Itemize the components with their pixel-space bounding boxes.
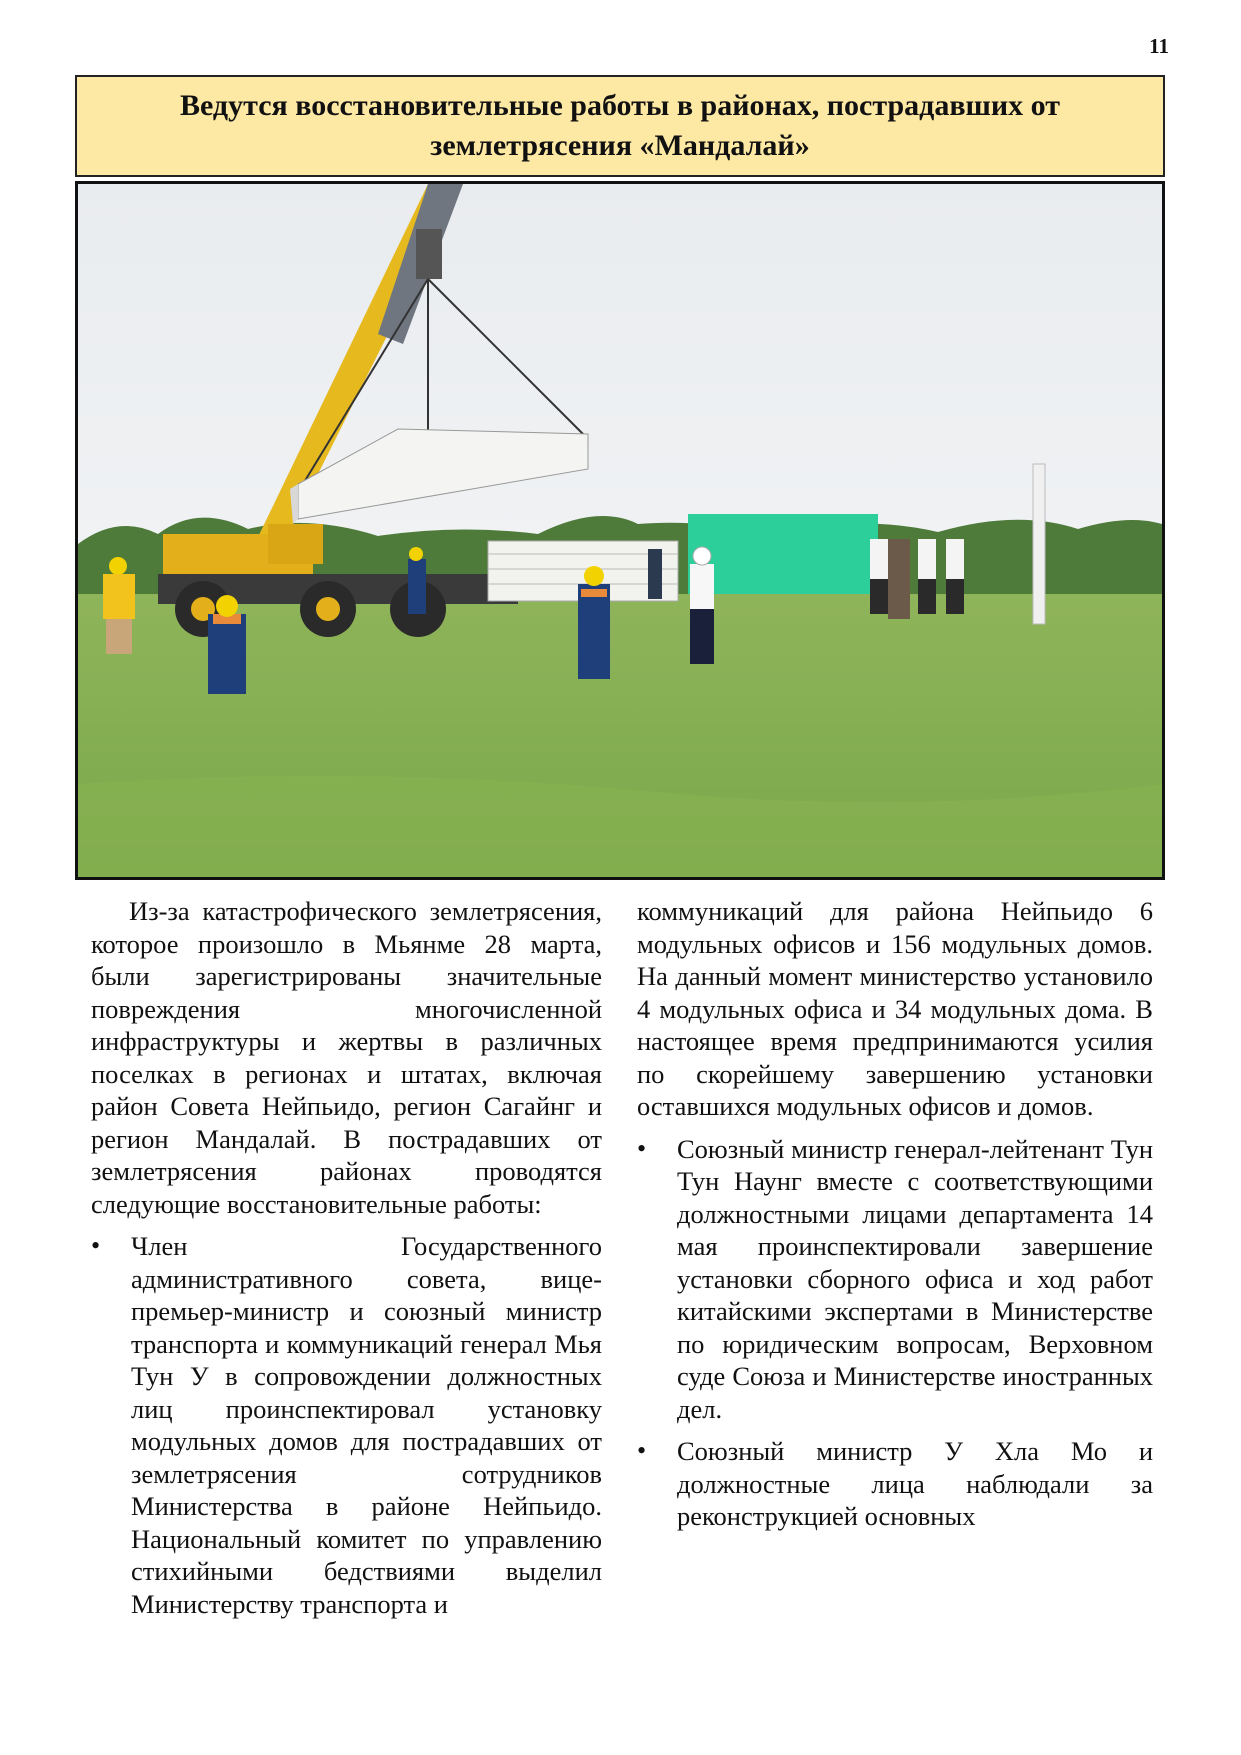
article-title: Ведутся восстановительные работы в районах, пострадавших от землетрясения «Мандалай» <box>179 89 1060 162</box>
left-bullet-list <box>91 1230 602 1620</box>
right-bullet-list <box>637 1133 1153 1533</box>
page-number: 11 <box>1149 34 1169 58</box>
article-photo <box>75 181 1165 880</box>
right-column <box>637 895 1153 1533</box>
crane-lifting-modular-house-photo <box>78 184 1162 877</box>
intro-paragraph: Из-за катастрофического землетрясения, которое произошло в Мьянме 28 марта, были зарегистрированы значительные повреждения многочисленной инфраструктуры и жертвы в различных поселках в регионах и штатах, включая район Совета Нейпьидо, регион Сагайнг и регион Мандалай. В пострадавших от землетрясения районах проводятся следующие восстановительные работы: <box>91 896 602 1219</box>
bullet-item: • Союзный министр У Хла Мо и должностные лица наблюдали за реконструкцией основных <box>637 1435 1153 1533</box>
continuation-paragraph: коммуникаций для района Нейпьидо 6 модульных офисов и 156 модульных домов. На данный момент министерство установило 4 модульных офиса и 34 модульных дома. В настоящее время предпринимаются усилия по скорейшему завершению установки оставшихся модульных офисов и домов. <box>637 896 1153 1121</box>
bullet-item: • Союзный министр генерал-лейтенант Тун Тун Наунг вместе с соответствующими должностными лицами департамента 14 мая проинспектировали завершение установки сборного офиса и ход работ китайскими экспертами в Министерстве по юридическим вопросам, Верховном суде Союза и Министерстве иностранных дел. <box>637 1133 1153 1426</box>
left-column <box>91 895 602 1620</box>
article-title-box <box>75 75 1165 177</box>
bullet-item: • Член Государственного административного совета, вице-премьер-министр и союзный министр транспорта и коммуникаций генерал Мья Тун У в сопровождении должностных лиц проинспектировал установку модульных домов для пострадавших от землетрясения сотрудников Министерства в районе Нейпьидо. Национальный комитет по управлению стихийными бедствиями выделил Министерству транспорта и <box>91 1230 602 1620</box>
